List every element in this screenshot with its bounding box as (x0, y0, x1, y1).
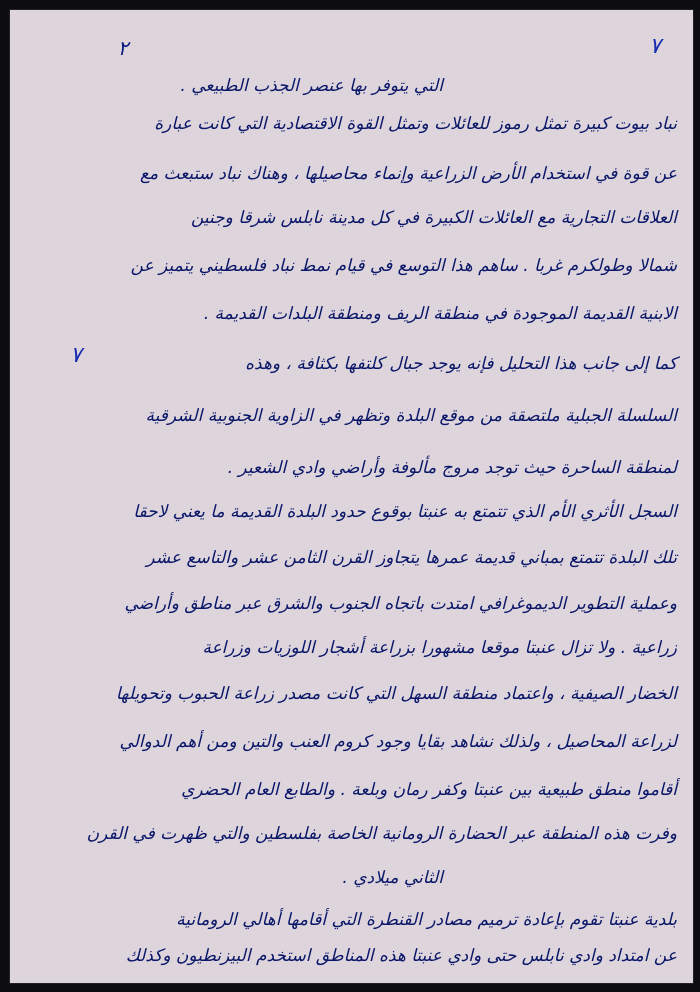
manuscript-page (10, 10, 693, 983)
text-line: لزراعة المحاصيل ، ولذلك نشاهد بقايا وجود كروم العنب والتين ومن أهم الدوالي (119, 732, 677, 752)
corner-annotation-mark: ٧ (649, 34, 661, 59)
text-line: العلاقات التجارية مع العائلات الكبيرة في كل مدينة نابلس شرقا وجنين (190, 208, 677, 228)
page-number: ٢ (117, 36, 129, 60)
text-line: عن قوة في استخدام الأرض الزراعية وإنماء محاصيلها ، وهناك نباد ستبعث مع (139, 164, 677, 184)
text-line: وعملية التطوير الديموغرافي امتدت باتجاه الجنوب والشرق عبر مناطق وأراضي (124, 594, 677, 614)
text-line: الخضار الصيفية ، واعتماد منطقة السهل التي كانت مصدر زراعة الحبوب وتحويلها (115, 684, 677, 704)
text-line: الابنية القديمة الموجودة في منطقة الريف ومنطقة البلدات القديمة . (203, 304, 677, 324)
text-line: بلدية عنبتا تقوم بإعادة ترميم مصادر القنطرة التي أقامها أهالي الرومانية (176, 910, 677, 930)
text-line: شمالا وطولكرم غربا . ساهم هذا التوسع في قيام نمط نباد فلسطيني يتميز عن (130, 256, 677, 276)
text-line: كما إلى جانب هذا التحليل فإنه يوجد جبال كلتفها بكثافة ، وهذه (245, 354, 677, 374)
text-line: أقاموا منطق طبيعية بين عنبتا وكفر رمان وبلعة . والطابع العام الحضري (181, 780, 677, 800)
text-line: السجل الأثري الأم الذي تتمتع به عنبتا بوقوع حدود البلدة القديمة ما يعني لاحقا (133, 502, 677, 522)
text-line: نباد بيوت كبيرة تمثل رموز للعائلات وتمثل القوة الاقتصادية التي كانت عبارة (154, 114, 677, 134)
text-line: السلسلة الجبلية ملتصقة من موقع البلدة وتظهر في الزاوية الجنوبية الشرقية (145, 406, 677, 426)
text-line: وفرت هذه المنطقة عبر الحضارة الرومانية الخاصة بفلسطين والتي ظهرت في القرن (86, 824, 677, 844)
text-line: التي يتوفر بها عنصر الجذب الطبيعي . (180, 76, 443, 96)
text-line: تلك البلدة تتمتع بمباني قديمة عمرها يتجاوز القرن الثامن عشر والتاسع عشر (146, 548, 677, 568)
text-line: الثاني ميلادي . (342, 868, 443, 888)
text-line: زراعية . ولا تزال عنبتا موقعا مشهورا بزراعة أشجار اللوزيات وزراعة (202, 638, 677, 658)
text-line: عن امتداد وادي نابلس حتى وادي عنبتا هذه المناطق استخدم البيزنطيون وكذلك (125, 946, 677, 966)
margin-annotation-mark: ٧ (70, 343, 82, 368)
text-line: لمنطقة الساحرة حيث توجد مروج مألوفة وأراضي وادي الشعير . (227, 458, 677, 478)
